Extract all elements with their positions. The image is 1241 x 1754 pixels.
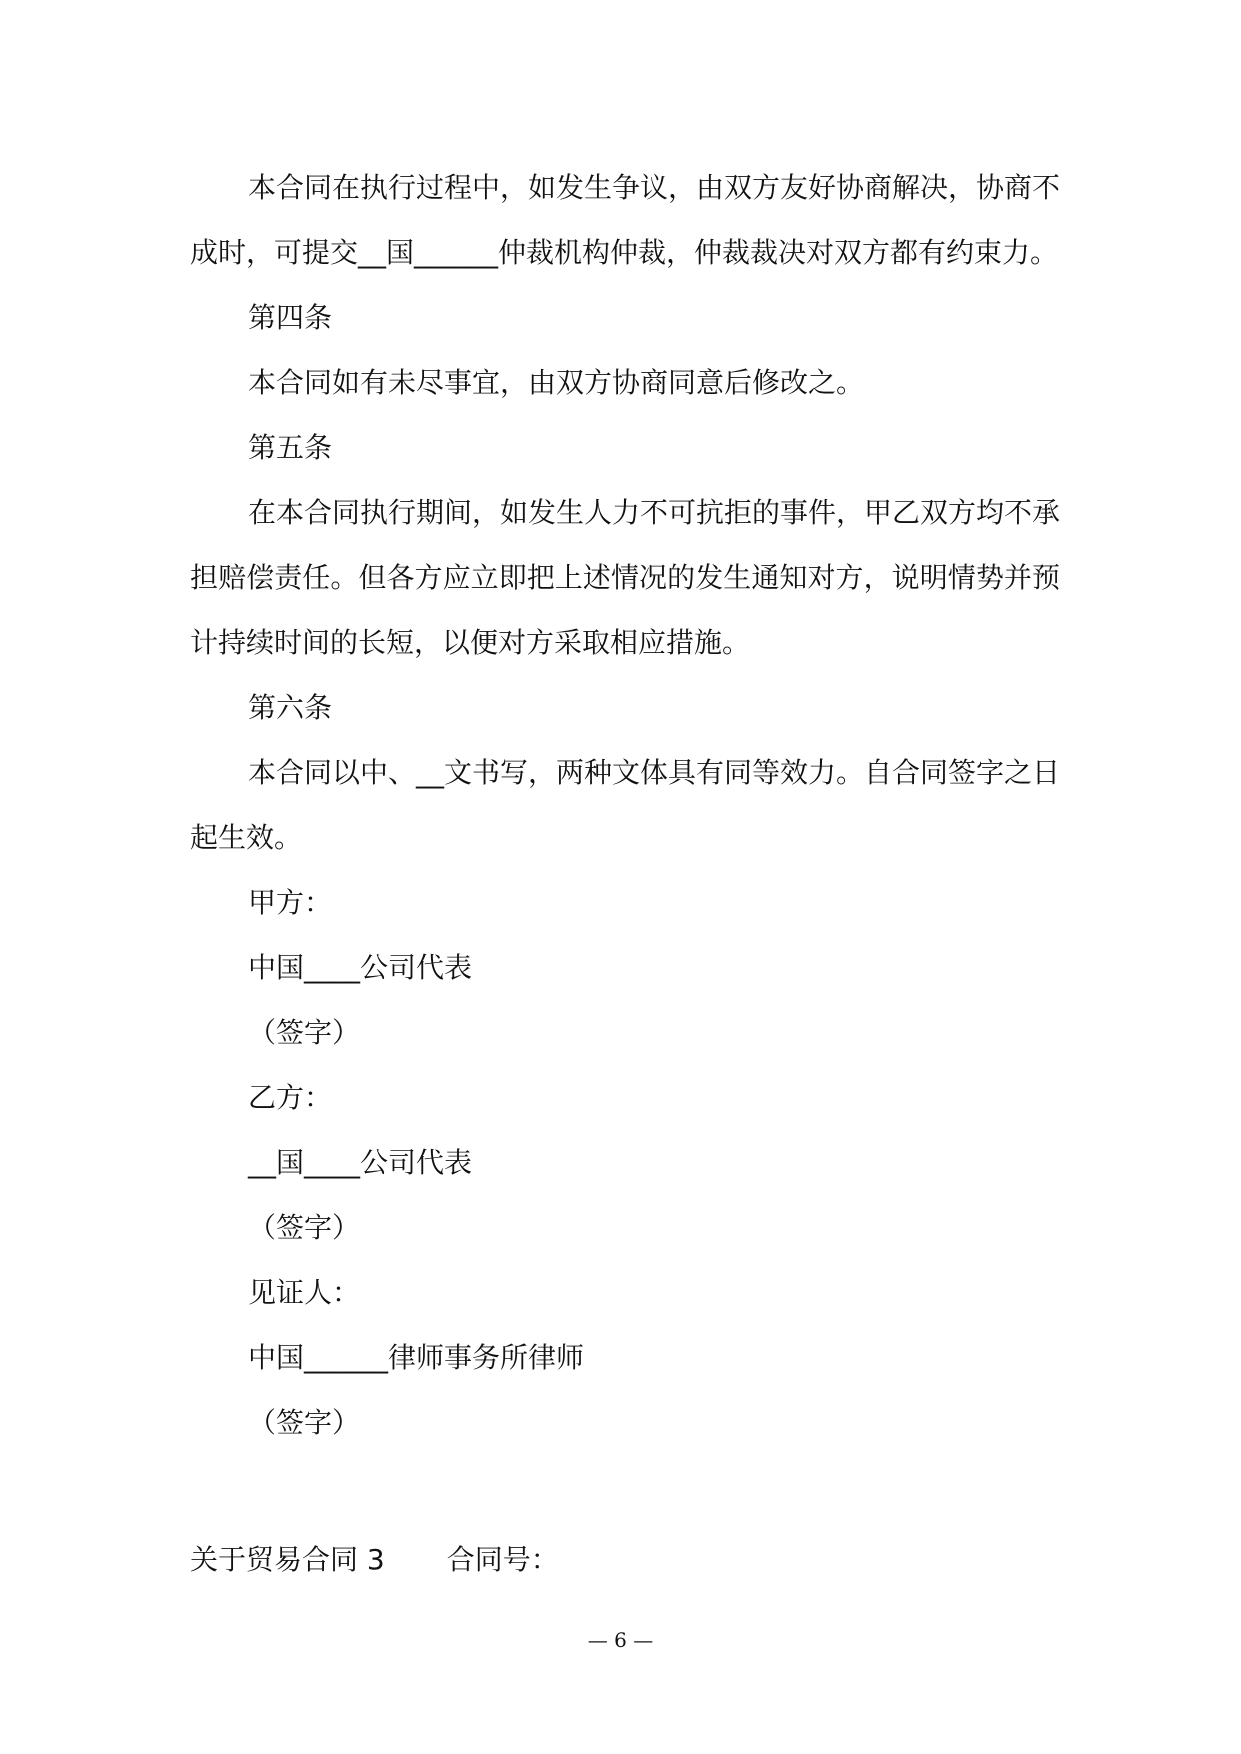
article-6-text: 本合同以中、__文书写，两种文体具有同等效力。自合同签字之日起生效。 (190, 756, 1061, 854)
article-5-heading: 第五条 (248, 431, 333, 464)
dispute-paragraph: 本合同在执行过程中，如发生争议，由双方友好协商解决，协商不成时，可提交__国______仲裁机构仲裁，仲裁裁决对双方都有约束力。 (190, 171, 1061, 269)
party-a-signature: （签字） (248, 1016, 361, 1049)
article-5-text: 在本合同执行期间，如发生人力不可抗拒的事件，甲乙双方均不承担赔偿责任。但各方应立即把上述情况的发生通知对方，说明情势并预计持续时间的长短，以便对方采取相应措施。 (190, 496, 1061, 659)
next-contract-title: 关于贸易合同 3 (190, 1543, 385, 1576)
party-b-label: 乙方： (248, 1081, 333, 1114)
document-body (190, 155, 1060, 1455)
article-4-heading: 第四条 (248, 301, 333, 334)
next-contract-heading (190, 1540, 559, 1580)
article-6-heading: 第六条 (248, 691, 333, 724)
witness-signature: （签字） (248, 1406, 361, 1439)
witness-label: 见证人： (248, 1276, 361, 1309)
page-number: — 6 — (587, 1628, 654, 1652)
party-a-label: 甲方： (248, 886, 333, 919)
article-4-text: 本合同如有未尽事宜，由双方协商同意后修改之。 (248, 366, 865, 399)
contract-number-label: 合同号： (446, 1543, 559, 1576)
party-a-representative: 中国____公司代表 (248, 951, 473, 984)
witness-representative: 中国______律师事务所律师 (248, 1341, 585, 1374)
party-b-representative: __国____公司代表 (248, 1146, 473, 1179)
party-b-signature: （签字） (248, 1211, 361, 1244)
